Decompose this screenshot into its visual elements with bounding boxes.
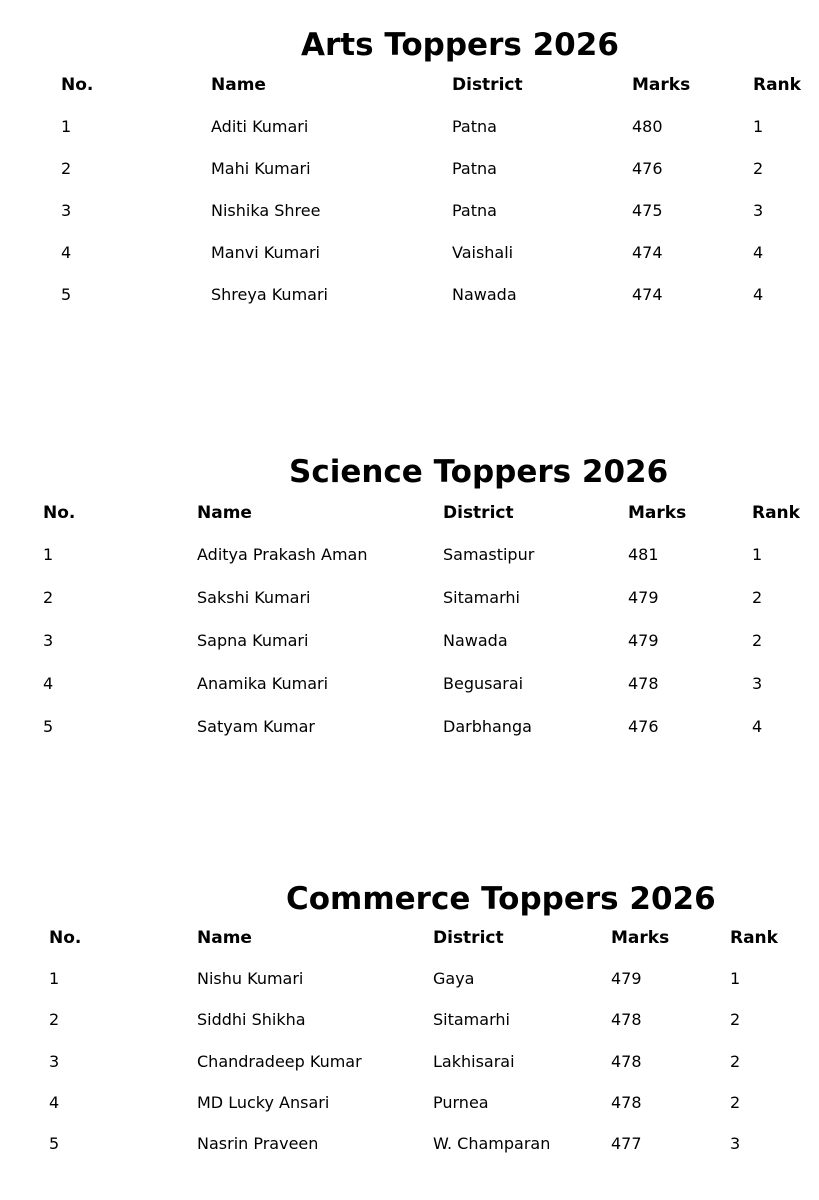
cell-name: Nishu Kumari [197,969,304,988]
table-row [0,283,819,307]
cell-marks: 478 [611,1010,642,1029]
cell-marks: 476 [632,159,663,178]
cell-district: Purnea [433,1093,489,1112]
cell-rank: 4 [753,285,764,304]
table-row [0,715,819,739]
cell-marks: 474 [632,285,663,304]
section-title: Science Toppers 2026 [289,454,669,490]
cell-marks: 478 [628,674,659,693]
cell-rank: 2 [730,1052,741,1071]
cell-no: 2 [49,1010,60,1029]
cell-district: Patna [452,201,497,220]
column-header-no: No. [61,75,94,95]
cell-name: Anamika Kumari [197,674,329,693]
table-row [0,672,819,696]
cell-marks: 479 [628,631,659,650]
cell-no: 1 [49,969,60,988]
cell-name: Satyam Kumar [197,717,315,736]
cell-marks: 477 [611,1134,642,1153]
column-header-marks: Marks [611,928,670,948]
cell-no: 5 [43,717,54,736]
table-header-row [0,73,819,97]
cell-district: Darbhanga [443,717,532,736]
cell-name: Sapna Kumari [197,631,309,650]
column-header-district: District [452,75,523,95]
cell-no: 4 [61,243,72,262]
cell-name: Nasrin Praveen [197,1134,319,1153]
cell-no: 4 [49,1093,60,1112]
column-header-marks: Marks [632,75,691,95]
cell-district: Samastipur [443,545,535,564]
table-header-row [0,926,819,950]
cell-no: 5 [49,1134,60,1153]
cell-name: Aditi Kumari [211,117,309,136]
table-row [0,1008,819,1032]
cell-marks: 479 [628,588,659,607]
section-title: Commerce Toppers 2026 [286,881,716,917]
cell-marks: 474 [632,243,663,262]
cell-no: 3 [61,201,72,220]
column-header-no: No. [49,928,82,948]
cell-rank: 1 [753,117,764,136]
cell-district: Lakhisarai [433,1052,515,1071]
cell-rank: 2 [730,1093,741,1112]
cell-district: Patna [452,117,497,136]
cell-no: 2 [43,588,54,607]
column-header-no: No. [43,503,76,523]
table-row [0,157,819,181]
table-row [0,1050,819,1074]
table-row [0,586,819,610]
cell-no: 1 [61,117,72,136]
cell-rank: 3 [752,674,763,693]
cell-no: 4 [43,674,54,693]
column-header-name: Name [197,503,252,523]
cell-rank: 2 [752,588,763,607]
cell-district: Sitamarhi [433,1010,510,1029]
column-header-name: Name [197,928,252,948]
cell-name: Siddhi Shikha [197,1010,306,1029]
cell-rank: 2 [730,1010,741,1029]
cell-name: Chandradeep Kumar [197,1052,362,1071]
section-title: Arts Toppers 2026 [301,27,619,63]
cell-district: Patna [452,159,497,178]
cell-no: 2 [61,159,72,178]
cell-marks: 478 [611,1052,642,1071]
column-header-rank: Rank [753,75,801,95]
cell-no: 3 [49,1052,60,1071]
cell-name: Aditya Prakash Aman [197,545,368,564]
table-row [0,1132,819,1156]
cell-district: Sitamarhi [443,588,520,607]
column-header-name: Name [211,75,266,95]
column-header-marks: Marks [628,503,687,523]
cell-name: Sakshi Kumari [197,588,311,607]
cell-marks: 479 [611,969,642,988]
cell-rank: 2 [753,159,764,178]
cell-marks: 476 [628,717,659,736]
cell-rank: 1 [752,545,763,564]
cell-name: MD Lucky Ansari [197,1093,330,1112]
cell-district: Gaya [433,969,475,988]
cell-name: Mahi Kumari [211,159,311,178]
cell-name: Shreya Kumari [211,285,328,304]
cell-district: W. Champaran [433,1134,551,1153]
cell-district: Begusarai [443,674,524,693]
cell-marks: 478 [611,1093,642,1112]
column-header-rank: Rank [730,928,778,948]
table-row [0,1091,819,1115]
cell-rank: 4 [752,717,763,736]
table-header-row [0,501,819,525]
table-row [0,629,819,653]
cell-name: Manvi Kumari [211,243,320,262]
cell-district: Vaishali [452,243,514,262]
table-row [0,967,819,991]
cell-marks: 481 [628,545,659,564]
cell-rank: 3 [753,201,764,220]
cell-district: Nawada [452,285,517,304]
cell-rank: 1 [730,969,741,988]
cell-marks: 475 [632,201,663,220]
column-header-district: District [443,503,514,523]
table-row [0,241,819,265]
cell-district: Nawada [443,631,508,650]
cell-rank: 3 [730,1134,741,1153]
cell-name: Nishika Shree [211,201,321,220]
cell-rank: 2 [752,631,763,650]
table-row [0,115,819,139]
cell-rank: 4 [753,243,764,262]
column-header-rank: Rank [752,503,800,523]
table-row [0,199,819,223]
cell-no: 5 [61,285,72,304]
cell-no: 1 [43,545,54,564]
cell-marks: 480 [632,117,663,136]
cell-no: 3 [43,631,54,650]
column-header-district: District [433,928,504,948]
table-row [0,543,819,567]
